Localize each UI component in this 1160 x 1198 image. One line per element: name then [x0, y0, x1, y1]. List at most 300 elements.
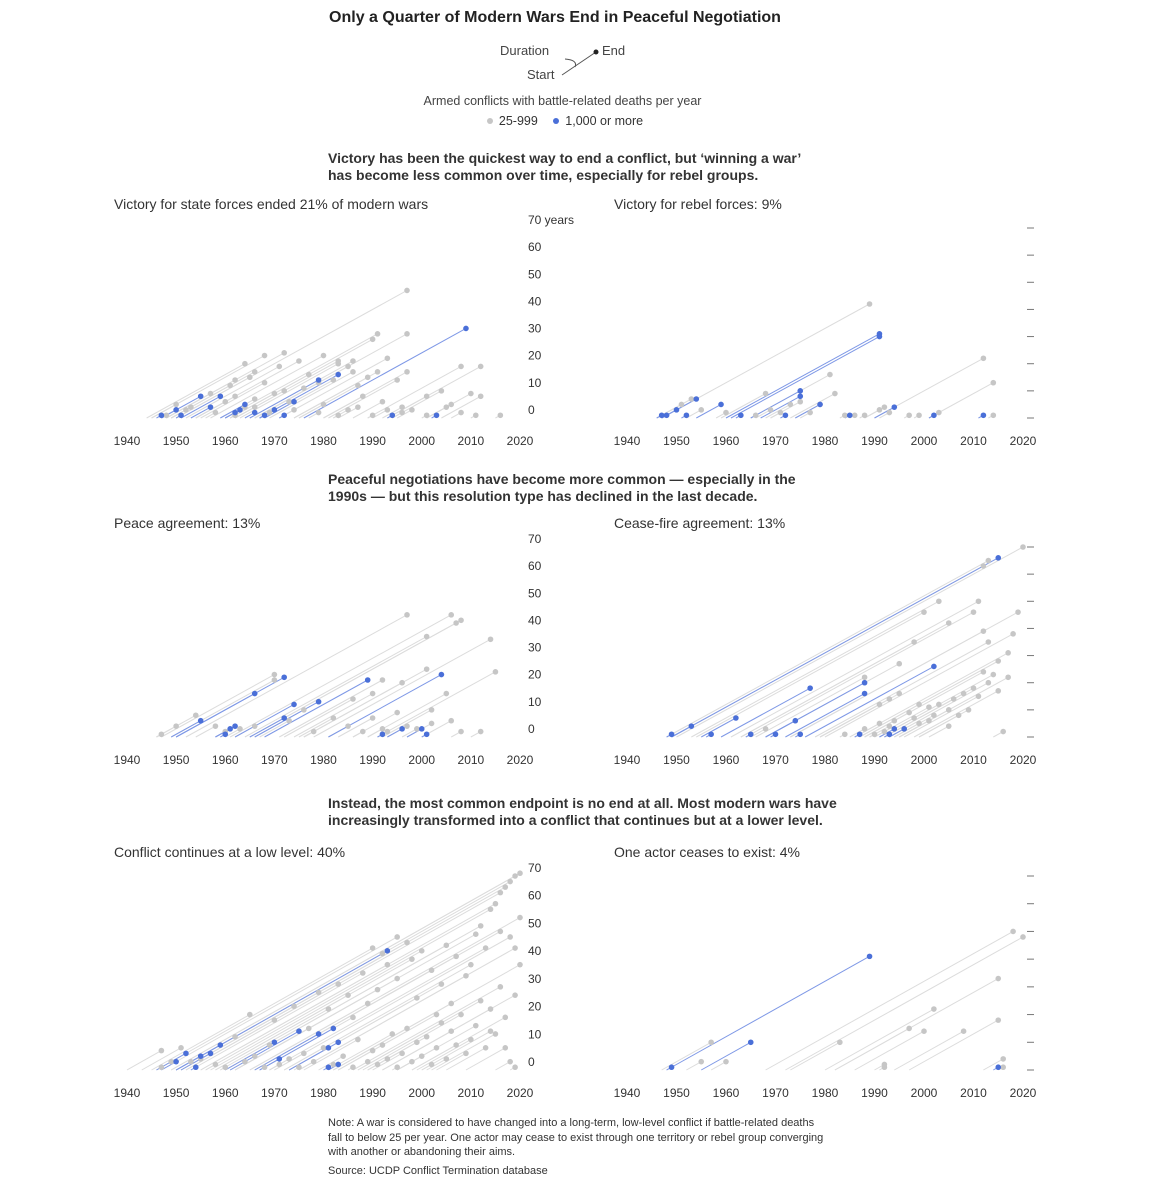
conflict-endpoint-low — [409, 956, 415, 962]
conflict-endpoint-low — [424, 393, 430, 399]
conflict-endpoint-low — [1010, 929, 1016, 935]
x-tick-label: 1950 — [663, 753, 690, 767]
conflict-endpoint-low — [493, 901, 499, 907]
x-tick-label: 1950 — [663, 1086, 690, 1100]
conflict-endpoint-low — [281, 388, 287, 394]
conflict-endpoint-high — [389, 412, 395, 418]
conflict-endpoint-low — [448, 612, 454, 618]
legend-label-low: 25-999 — [498, 114, 538, 128]
conflict-endpoint-high — [365, 677, 371, 683]
conflict-endpoint-low — [488, 1028, 494, 1034]
conflict-endpoint-low — [778, 410, 784, 416]
conflict-endpoint-low — [986, 558, 992, 564]
x-tick-label: 2020 — [506, 434, 534, 448]
section-heading-line: 1990s — but this resolution type has declined in the last decade. — [328, 488, 758, 504]
conflict-endpoint-low — [414, 726, 420, 732]
conflict-endpoint-high — [208, 1051, 214, 1057]
conflict-endpoint-low — [862, 726, 868, 732]
x-tick-label: 1980 — [811, 753, 839, 767]
conflict-endpoint-low — [439, 388, 445, 394]
conflict-endpoint-low — [375, 1062, 381, 1068]
conflict-endpoint-low — [311, 729, 317, 735]
x-tick-label: 1990 — [359, 753, 386, 767]
conflict-endpoint-low — [399, 1051, 405, 1057]
conflict-endpoint-low — [232, 393, 238, 399]
legend-item-high — [553, 114, 643, 128]
legend-dot-low — [487, 118, 493, 124]
conflict-endpoint-low — [267, 1042, 273, 1048]
conflict-endpoint-low — [468, 1037, 474, 1043]
conflict-endpoint-low — [276, 1062, 282, 1068]
conflict-duration-line — [206, 909, 491, 1070]
section-heading-line: increasingly transformed into a conflict that continues but at a lower level. — [328, 812, 823, 828]
conflict-endpoint-low — [448, 1028, 454, 1034]
conflict-endpoint-high — [178, 412, 184, 418]
conflict-endpoint-high — [385, 948, 391, 954]
conflict-endpoint-high — [857, 731, 863, 737]
conflict-endpoint-high — [331, 1026, 337, 1032]
chart-peace-agreement — [0, 509, 580, 779]
conflict-duration-line — [667, 956, 870, 1070]
conflict-endpoint-low — [1005, 650, 1011, 656]
conflict-endpoint-low — [306, 1026, 312, 1032]
section-heading-no-end — [328, 795, 848, 829]
conflict-endpoint-low — [936, 702, 942, 708]
conflict-endpoint-low — [380, 951, 386, 957]
conflict-endpoint-low — [976, 598, 982, 604]
duration-key — [495, 40, 645, 88]
conflict-endpoint-low — [478, 729, 484, 735]
conflict-duration-line — [909, 1020, 998, 1070]
key-end-dot — [594, 50, 599, 55]
x-tick-label: 1950 — [663, 434, 690, 448]
conflict-endpoint-low — [478, 998, 484, 1004]
conflict-duration-line — [186, 366, 279, 418]
conflict-endpoint-low — [517, 915, 523, 921]
x-tick-label: 1960 — [211, 1086, 239, 1100]
conflict-endpoint-high — [272, 1039, 278, 1045]
x-tick-label: 1980 — [310, 434, 337, 448]
conflict-endpoint-low — [931, 712, 937, 718]
conflict-endpoint-low — [763, 391, 769, 397]
panel-cease-fire — [580, 509, 1160, 779]
conflict-endpoint-low — [827, 372, 833, 378]
conflict-endpoint-high — [262, 412, 268, 418]
conflict-endpoint-low — [995, 1017, 1001, 1023]
conflict-endpoint-low — [877, 407, 883, 413]
conflict-endpoint-low — [1000, 729, 1006, 735]
conflict-duration-line — [161, 937, 397, 1070]
x-tick-label: 1960 — [712, 753, 740, 767]
conflict-endpoint-low — [429, 707, 435, 713]
y-tick-label: 20 — [528, 667, 542, 682]
conflict-endpoint-high — [733, 715, 739, 721]
conflict-endpoint-high — [237, 407, 243, 413]
x-tick-label: 1980 — [811, 434, 839, 448]
conflict-endpoint-high — [159, 412, 165, 418]
conflict-endpoint-low — [419, 1053, 425, 1059]
conflict-endpoint-high — [242, 402, 248, 408]
x-tick-label: 2010 — [960, 1086, 987, 1100]
conflict-duration-line — [358, 1001, 481, 1070]
conflict-endpoint-low — [892, 718, 898, 724]
conflict-endpoint-low — [448, 402, 454, 408]
conflict-endpoint-high — [708, 731, 714, 737]
conflict-duration-line — [790, 394, 835, 418]
chart-cease-fire — [580, 509, 1160, 779]
conflict-endpoint-high — [892, 726, 898, 732]
conflict-endpoint-low — [345, 992, 351, 998]
conflict-endpoint-low — [301, 385, 307, 391]
conflict-endpoint-low — [385, 1056, 391, 1062]
conflict-endpoint-low — [385, 355, 391, 361]
conflict-duration-line — [795, 404, 820, 418]
conflict-endpoint-high — [252, 691, 258, 697]
conflict-endpoint-low — [350, 1064, 356, 1070]
x-tick-label: 1960 — [211, 753, 239, 767]
y-tick-label: 40 — [528, 944, 542, 959]
conflict-endpoint-low — [995, 658, 1001, 664]
conflict-endpoint-low — [252, 1053, 258, 1059]
conflict-endpoint-low — [502, 1045, 508, 1051]
conflict-endpoint-high — [380, 731, 386, 737]
panel-title: Conflict continues at a low level: 40% — [114, 844, 346, 860]
conflict-endpoint-low — [916, 702, 922, 708]
conflict-endpoint-low — [708, 1039, 714, 1045]
conflict-endpoint-low — [262, 1064, 268, 1070]
x-tick-label: 1990 — [861, 434, 888, 448]
conflict-duration-line — [766, 931, 1014, 1070]
conflict-endpoint-low — [350, 369, 356, 375]
conflict-endpoint-low — [272, 391, 278, 397]
conflict-duration-line — [250, 918, 520, 1070]
conflict-endpoint-low — [1005, 674, 1011, 680]
conflict-endpoint-low — [507, 934, 513, 940]
y-tick-label: 10 — [528, 375, 542, 390]
conflict-endpoint-low — [331, 1062, 337, 1068]
conflict-endpoint-low — [345, 364, 351, 370]
conflict-endpoint-low — [331, 715, 337, 721]
conflict-endpoint-low — [439, 981, 445, 987]
y-tick-label: 70 — [528, 532, 542, 546]
conflict-endpoint-low — [335, 412, 341, 418]
conflict-endpoint-low — [281, 350, 287, 356]
conflict-endpoint-low — [424, 412, 430, 418]
conflict-endpoint-low — [512, 945, 518, 951]
conflict-endpoint-low — [262, 380, 268, 386]
conflict-endpoint-high — [335, 372, 341, 378]
conflict-endpoint-low — [1000, 1056, 1006, 1062]
conflict-endpoint-low — [247, 374, 253, 380]
conflict-endpoint-high — [326, 1045, 332, 1051]
x-tick-label: 2000 — [408, 1086, 436, 1100]
conflict-endpoint-low — [926, 704, 932, 710]
conflict-endpoint-low — [956, 712, 962, 718]
conflict-duration-line — [235, 934, 476, 1070]
conflict-endpoint-low — [380, 726, 386, 732]
conflict-duration-line — [304, 328, 466, 418]
x-tick-label: 2020 — [1009, 1086, 1037, 1100]
conflict-endpoint-low — [478, 923, 484, 929]
conflict-endpoint-high — [797, 393, 803, 399]
legend — [0, 114, 1130, 128]
conflict-endpoint-high — [173, 407, 179, 413]
legend-dot-high — [553, 118, 559, 124]
conflict-endpoint-low — [394, 377, 400, 383]
conflict-endpoint-low — [355, 404, 361, 410]
conflict-endpoint-low — [365, 1059, 371, 1065]
conflict-endpoint-low — [159, 731, 165, 737]
conflict-endpoint-low — [887, 410, 893, 416]
conflict-endpoint-high — [434, 412, 440, 418]
panel-low-level — [0, 838, 580, 1108]
conflict-endpoint-low — [434, 1045, 440, 1051]
x-tick-label: 1990 — [861, 1086, 888, 1100]
conflict-endpoint-low — [232, 377, 238, 383]
conflict-endpoint-low — [507, 879, 513, 885]
conflict-endpoint-low — [394, 1064, 400, 1070]
x-tick-label: 1970 — [762, 753, 789, 767]
y-tick-label: 60 — [528, 240, 542, 255]
conflict-duration-line — [279, 680, 382, 737]
conflict-duration-line — [378, 672, 496, 737]
conflict-endpoint-low — [444, 691, 450, 697]
conflict-endpoint-low — [473, 412, 479, 418]
conflict-endpoint-low — [335, 361, 341, 367]
key-end-label: End — [602, 43, 626, 58]
x-tick-label: 1970 — [261, 753, 288, 767]
conflict-endpoint-high — [193, 1064, 199, 1070]
conflict-endpoint-low — [951, 696, 957, 702]
conflict-endpoint-low — [350, 1015, 356, 1021]
y-tick-label: 60 — [528, 559, 542, 574]
conflict-endpoint-low — [911, 715, 917, 721]
conflict-endpoint-low — [252, 396, 258, 402]
panel-actor-ceases — [580, 838, 1160, 1108]
conflict-endpoint-low — [995, 976, 1001, 982]
conflict-endpoint-high — [291, 399, 297, 405]
conflict-endpoint-low — [188, 1059, 194, 1065]
legend-item-low — [487, 114, 538, 128]
conflict-endpoint-low — [788, 402, 794, 408]
conflict-endpoint-low — [966, 707, 972, 713]
conflict-endpoint-high — [296, 1028, 302, 1034]
conflict-endpoint-low — [370, 715, 376, 721]
conflict-endpoint-low — [453, 1042, 459, 1048]
conflict-endpoint-high — [335, 1062, 341, 1068]
conflict-endpoint-low — [444, 1056, 450, 1062]
conflict-duration-line — [790, 631, 983, 737]
conflict-endpoint-low — [345, 407, 351, 413]
conflict-endpoint-low — [837, 1039, 843, 1045]
conflict-duration-line — [230, 615, 451, 737]
conflict-endpoint-low — [507, 1059, 513, 1065]
conflict-endpoint-low — [882, 404, 888, 410]
y-tick-label: 60 — [528, 888, 542, 903]
conflict-endpoint-low — [316, 990, 322, 996]
conflict-endpoint-low — [981, 669, 987, 675]
conflict-endpoint-high — [208, 404, 214, 410]
conflict-endpoint-low — [429, 967, 435, 973]
conflict-endpoint-high — [291, 702, 297, 708]
conflict-endpoint-low — [483, 1045, 489, 1051]
panel-state-victory — [0, 190, 580, 460]
y-tick-label: 30 — [528, 640, 542, 655]
conflict-endpoint-low — [468, 391, 474, 397]
conflict-endpoint-high — [867, 954, 873, 960]
conflict-endpoint-high — [901, 726, 907, 732]
conflict-endpoint-low — [183, 407, 189, 413]
conflict-endpoint-low — [159, 1064, 165, 1070]
conflict-endpoint-high — [399, 726, 405, 732]
conflict-endpoint-low — [763, 726, 769, 732]
conflict-endpoint-low — [409, 1059, 415, 1065]
conflict-endpoint-high — [463, 326, 469, 332]
conflict-endpoint-low — [458, 617, 464, 623]
conflict-endpoint-low — [946, 707, 952, 713]
conflict-duration-line — [196, 726, 216, 737]
x-tick-label: 2000 — [408, 753, 436, 767]
conflict-endpoint-low — [276, 364, 282, 370]
conflict-endpoint-low — [478, 364, 484, 370]
section-heading-line: Instead, the most common endpoint is no end at all. Most modern wars have — [328, 795, 837, 811]
conflict-endpoint-low — [488, 1006, 494, 1012]
conflict-endpoint-low — [896, 691, 902, 697]
x-tick-label: 1940 — [613, 753, 641, 767]
x-tick-label: 1980 — [310, 753, 337, 767]
conflict-endpoint-high — [689, 723, 695, 729]
conflict-endpoint-high — [995, 555, 1001, 561]
conflict-endpoint-low — [463, 1051, 469, 1057]
conflict-endpoint-low — [404, 288, 410, 294]
section-heading-line: Victory has been the quickest way to end a conflict, but ‘winning a war’ — [328, 150, 802, 166]
conflict-endpoint-low — [296, 1064, 302, 1070]
conflict-endpoint-low — [159, 1048, 165, 1054]
conflict-endpoint-low — [493, 1031, 499, 1037]
conflict-duration-line — [835, 979, 998, 1070]
conflict-endpoint-low — [434, 1012, 440, 1018]
conflict-endpoint-low — [493, 669, 499, 675]
conflict-endpoint-high — [276, 1056, 282, 1062]
conflict-endpoint-low — [424, 666, 430, 672]
conflict-endpoint-low — [498, 890, 504, 896]
section-heading-victory — [328, 150, 848, 184]
conflict-endpoint-low — [360, 393, 366, 399]
conflict-endpoint-low — [168, 1059, 174, 1065]
conflict-endpoint-high — [669, 731, 675, 737]
conflict-endpoint-low — [986, 639, 992, 645]
conflict-endpoint-high — [862, 680, 868, 686]
conflict-endpoint-high — [669, 1064, 675, 1070]
conflict-endpoint-low — [321, 402, 327, 408]
y-tick-label: 10 — [528, 1027, 542, 1042]
x-tick-label: 1990 — [359, 1086, 386, 1100]
x-tick-label: 2020 — [1009, 753, 1037, 767]
conflict-endpoint-low — [350, 358, 356, 364]
conflict-endpoint-high — [316, 1031, 322, 1037]
conflict-endpoint-low — [906, 1026, 912, 1032]
conflict-endpoint-low — [832, 391, 838, 397]
conflict-endpoint-high — [198, 1053, 204, 1059]
conflict-endpoint-low — [872, 731, 878, 737]
conflict-endpoint-low — [252, 369, 258, 375]
conflict-endpoint-high — [198, 393, 204, 399]
conflict-endpoint-high — [335, 1039, 341, 1045]
conflict-endpoint-low — [316, 410, 322, 416]
x-tick-label: 1950 — [162, 753, 190, 767]
conflict-duration-line — [265, 680, 368, 737]
conflict-endpoint-high — [748, 731, 754, 737]
conflict-endpoint-low — [921, 609, 927, 615]
conflict-endpoint-high — [931, 664, 937, 670]
conflict-endpoint-low — [453, 620, 459, 626]
conflict-endpoint-low — [272, 1017, 278, 1023]
conflict-endpoint-low — [877, 721, 883, 727]
conflict-endpoint-low — [498, 984, 504, 990]
conflict-endpoint-high — [222, 731, 228, 737]
legend-label-high: 1,000 or more — [565, 114, 644, 128]
conflict-endpoint-low — [365, 1001, 371, 1007]
conflict-endpoint-low — [981, 563, 987, 569]
conflict-endpoint-low — [237, 726, 243, 732]
conflict-endpoint-low — [463, 973, 469, 979]
conflict-endpoint-low — [208, 391, 214, 397]
footnote: Note: A war is considered to have changed into a long-term, low-level conflict if battle-related deaths fall to below 25 per year. One actor may cease to exist through one territory or rebel group converging with another or abandoning their aims. — [328, 1117, 824, 1158]
conflict-endpoint-low — [981, 628, 987, 634]
x-tick-label: 2000 — [910, 434, 938, 448]
conflict-endpoint-low — [991, 672, 997, 678]
conflict-endpoint-low — [414, 995, 420, 1001]
conflict-endpoint-low — [995, 688, 1001, 694]
conflict-endpoint-low — [517, 870, 523, 876]
conflict-endpoint-low — [797, 399, 803, 405]
conflict-endpoint-low — [404, 723, 410, 729]
x-tick-label: 1970 — [762, 434, 789, 448]
conflict-duration-line — [815, 642, 988, 737]
conflict-endpoint-low — [389, 1031, 395, 1037]
conflict-endpoint-low — [517, 962, 523, 968]
conflict-endpoint-low — [370, 1048, 376, 1054]
conflict-duration-line — [186, 893, 500, 1070]
conflict-endpoint-low — [350, 696, 356, 702]
conflict-endpoint-high — [424, 731, 430, 737]
chart-title: Only a Quarter of Modern Wars End in Peaceful Negotiation — [329, 9, 781, 26]
conflict-endpoint-low — [409, 407, 415, 413]
conflict-endpoint-low — [355, 383, 361, 389]
conflict-endpoint-low — [882, 729, 888, 735]
conflict-duration-line — [255, 334, 407, 418]
conflict-duration-line — [171, 873, 520, 1070]
conflict-endpoint-low — [360, 970, 366, 976]
conflict-endpoint-high — [281, 715, 287, 721]
conflict-endpoint-low — [877, 702, 883, 708]
x-tick-label: 2010 — [457, 1086, 485, 1100]
conflict-endpoint-low — [842, 412, 848, 418]
conflict-endpoint-low — [921, 1028, 927, 1034]
conflict-endpoint-low — [911, 639, 917, 645]
y-tick-label: 40 — [528, 613, 542, 628]
x-tick-label: 1960 — [211, 434, 239, 448]
conflict-duration-line — [667, 561, 989, 737]
conflict-endpoint-high — [198, 718, 204, 724]
conflict-endpoint-low — [380, 677, 386, 683]
conflict-endpoint-low — [512, 1064, 518, 1070]
conflict-duration-line — [314, 639, 491, 737]
conflict-endpoint-high — [316, 377, 322, 383]
conflict-endpoint-low — [399, 404, 405, 410]
conflict-endpoint-high — [272, 407, 278, 413]
chart-rebel-victory — [580, 190, 1160, 460]
